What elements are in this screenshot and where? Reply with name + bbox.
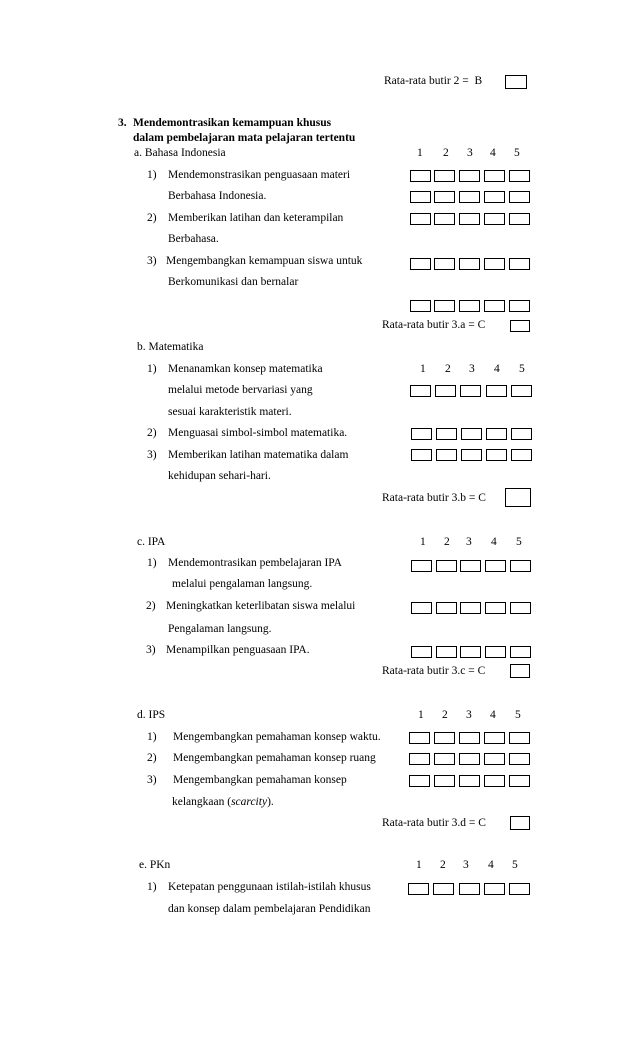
scale-header-4: 4 [491,536,497,548]
item-text: melalui pengalaman langsung. [172,578,313,590]
rating-checkbox-5[interactable] [509,191,530,203]
scale-header-2: 2 [444,536,450,548]
rating-checkbox-1[interactable] [410,213,431,225]
rating-checkbox-2[interactable] [434,213,455,225]
item-text: Mengembangkan pemahaman konsep [173,774,347,786]
rating-checkbox-2[interactable] [434,732,455,744]
scale-header-2: 2 [442,709,448,721]
rating-checkbox-5[interactable] [509,258,530,270]
butir2-average-label: Rata-rata butir 2 = B [384,75,483,87]
scale-header-4: 4 [490,147,496,159]
scale-header-4: 4 [488,859,494,871]
item-text: Menampilkan penguasaan IPA. [166,644,310,656]
item-text: Mengembangkan pemahaman konsep ruang [173,752,376,764]
subsection-d-average-label: Rata-rata butir 3.d = C [382,817,486,829]
scale-header-3: 3 [469,363,475,375]
rating-checkbox-2[interactable] [434,258,455,270]
scale-header-3: 3 [466,709,472,721]
rating-checkbox-1[interactable] [408,883,429,895]
rating-checkbox-2[interactable] [434,753,455,765]
rating-checkbox-1[interactable] [409,753,430,765]
subsection-a-title: a. Bahasa Indonesia [134,147,226,159]
rating-checkbox-5[interactable] [510,646,531,658]
scale-header-1: 1 [416,859,422,871]
rating-checkbox-3[interactable] [459,170,480,182]
scale-header-5: 5 [519,363,525,375]
rating-checkbox-4[interactable] [486,428,507,440]
rating-checkbox-1[interactable] [410,385,431,397]
item-text: Meningkatkan keterlibatan siswa melalui [166,600,356,612]
item-number: 3) [147,255,157,267]
section3-title-line1: Mendemontrasikan kemampuan khusus [133,117,332,129]
scale-header-1: 1 [417,147,423,159]
item-number: 1) [147,881,157,893]
item-text: Mendemontrasikan pembelajaran IPA [168,557,342,569]
rating-checkbox-3[interactable] [459,775,480,787]
item-text: Berbahasa. [168,233,219,245]
rating-checkbox-4[interactable] [485,646,506,658]
subsection-b-average-label: Rata-rata butir 3.b = C [382,492,486,504]
subsection-d-title: d. IPS [137,709,166,721]
rating-checkbox-1[interactable] [411,646,432,658]
subsection-c-title: c. IPA [137,536,166,548]
scale-header-5: 5 [514,147,520,159]
section3-number: 3. [118,117,127,129]
item-number: 2) [146,600,156,612]
rating-checkbox-1[interactable] [409,732,430,744]
item-text: Menanamkan konsep matematika [168,363,323,375]
item-text: Mengembangkan kemampuan siswa untuk [166,255,363,267]
scale-header-5: 5 [516,536,522,548]
scale-header-2: 2 [445,363,451,375]
rating-checkbox-3[interactable] [459,883,480,895]
rating-checkbox-2[interactable] [434,775,455,787]
scale-header-2: 2 [440,859,446,871]
rating-checkbox-2[interactable] [436,449,457,461]
rating-checkbox-5[interactable] [509,732,530,744]
item-text: Memberikan latihan matematika dalam [168,449,349,461]
rating-checkbox-2[interactable] [436,428,457,440]
rating-checkbox-3[interactable] [459,213,480,225]
subsection-b-average-box[interactable] [505,488,531,507]
rating-checkbox-3[interactable] [459,732,480,744]
rating-checkbox-4[interactable] [484,753,505,765]
rating-checkbox-3[interactable] [460,560,481,572]
rating-checkbox-3[interactable] [459,753,480,765]
rating-checkbox-4[interactable] [484,258,505,270]
rating-checkbox-2[interactable] [436,560,457,572]
subsection-a-average-label: Rata-rata butir 3.a = C [382,319,486,331]
rating-checkbox-3[interactable] [459,300,480,312]
scale-header-4: 4 [494,363,500,375]
rating-checkbox-1[interactable] [411,602,432,614]
scale-header-3: 3 [467,147,473,159]
rating-checkbox-5[interactable] [509,213,530,225]
item-text: Memberikan latihan dan keterampilan [168,212,344,224]
item-number: 1) [147,169,157,181]
subsection-d-average-box[interactable] [510,816,530,830]
subsection-c-average-label: Rata-rata butir 3.c = C [382,665,486,677]
rating-checkbox-2[interactable] [436,602,457,614]
rating-checkbox-3[interactable] [459,191,480,203]
rating-checkbox-4[interactable] [486,385,507,397]
rating-checkbox-5[interactable] [510,602,531,614]
rating-checkbox-4[interactable] [484,775,505,787]
item-number: 2) [147,752,157,764]
item-text: Mendemonstrasikan penguasaan materi [168,169,351,181]
scale-header-3: 3 [463,859,469,871]
scale-header-5: 5 [512,859,518,871]
scale-header-1: 1 [418,709,424,721]
item-text: Pengalaman langsung. [168,623,272,635]
rating-checkbox-5[interactable] [509,300,530,312]
rating-checkbox-4[interactable] [484,213,505,225]
item-text: sesuai karakteristik materi. [168,406,292,418]
item-number: 1) [147,557,157,569]
rating-checkbox-3[interactable] [460,646,481,658]
item-number: 1) [147,731,157,743]
subsection-e-title: e. PKn [139,859,171,871]
rating-checkbox-5[interactable] [510,560,531,572]
scale-header-1: 1 [420,363,426,375]
rating-checkbox-5[interactable] [509,775,530,787]
rating-checkbox-4[interactable] [485,560,506,572]
item-text: Ketepatan penggunaan istilah-istilah khusus [168,881,371,893]
scale-header-5: 5 [515,709,521,721]
item-number: 2) [147,427,157,439]
scale-header-3: 3 [466,536,472,548]
item-number: 1) [147,363,157,375]
item-number: 3) [146,644,156,656]
rating-checkbox-4[interactable] [484,732,505,744]
rating-checkbox-5[interactable] [511,428,532,440]
rating-checkbox-3[interactable] [460,602,481,614]
item-number: 3) [147,774,157,786]
item-text: dan konsep dalam pembelajaran Pendidikan [168,903,371,915]
item-text: Berbahasa Indonesia. [168,190,267,202]
rating-checkbox-1[interactable] [410,300,431,312]
rating-checkbox-5[interactable] [509,883,530,895]
item-text: melalui metode bervariasi yang [168,384,313,396]
rating-checkbox-1[interactable] [409,775,430,787]
rating-checkbox-4[interactable] [486,449,507,461]
rating-checkbox-5[interactable] [509,753,530,765]
butir2-average-box[interactable] [505,75,527,89]
rating-checkbox-5[interactable] [511,449,532,461]
rating-checkbox-4[interactable] [484,191,505,203]
item-text: kehidupan sehari-hari. [168,470,271,482]
rating-checkbox-4[interactable] [484,300,505,312]
rating-checkbox-1[interactable] [410,170,431,182]
rating-checkbox-4[interactable] [484,883,505,895]
rating-checkbox-3[interactable] [461,449,482,461]
item-text: kelangkaan (scarcity). [172,796,274,808]
item-text: Menguasai simbol-simbol matematika. [168,427,348,439]
section3-title-line2: dalam pembelajaran mata pelajaran tertentu [133,132,356,144]
scale-header-1: 1 [420,536,426,548]
item-number: 2) [147,212,157,224]
subsection-a-average-box[interactable] [510,320,530,332]
rating-checkbox-2[interactable] [436,646,457,658]
scale-header-4: 4 [490,709,496,721]
rating-checkbox-2[interactable] [435,385,456,397]
rating-checkbox-3[interactable] [461,428,482,440]
rating-checkbox-2[interactable] [433,883,454,895]
item-text: Berkomunikasi dan bernalar [168,276,299,288]
rating-checkbox-2[interactable] [434,191,455,203]
rating-checkbox-5[interactable] [511,385,532,397]
rating-checkbox-3[interactable] [460,385,481,397]
rating-checkbox-1[interactable] [410,258,431,270]
subsection-b-title: b. Matematika [137,341,204,353]
rating-checkbox-1[interactable] [411,560,432,572]
rating-checkbox-1[interactable] [410,191,431,203]
item-text: Mengembangkan pemahaman konsep waktu. [173,731,381,743]
rating-checkbox-2[interactable] [434,170,455,182]
subsection-c-average-box[interactable] [510,664,530,678]
scale-header-2: 2 [443,147,449,159]
rating-checkbox-2[interactable] [434,300,455,312]
rating-checkbox-5[interactable] [509,170,530,182]
rating-checkbox-1[interactable] [411,449,432,461]
rating-checkbox-1[interactable] [411,428,432,440]
item-number: 3) [147,449,157,461]
rating-checkbox-3[interactable] [459,258,480,270]
rating-checkbox-4[interactable] [485,602,506,614]
rating-checkbox-4[interactable] [484,170,505,182]
